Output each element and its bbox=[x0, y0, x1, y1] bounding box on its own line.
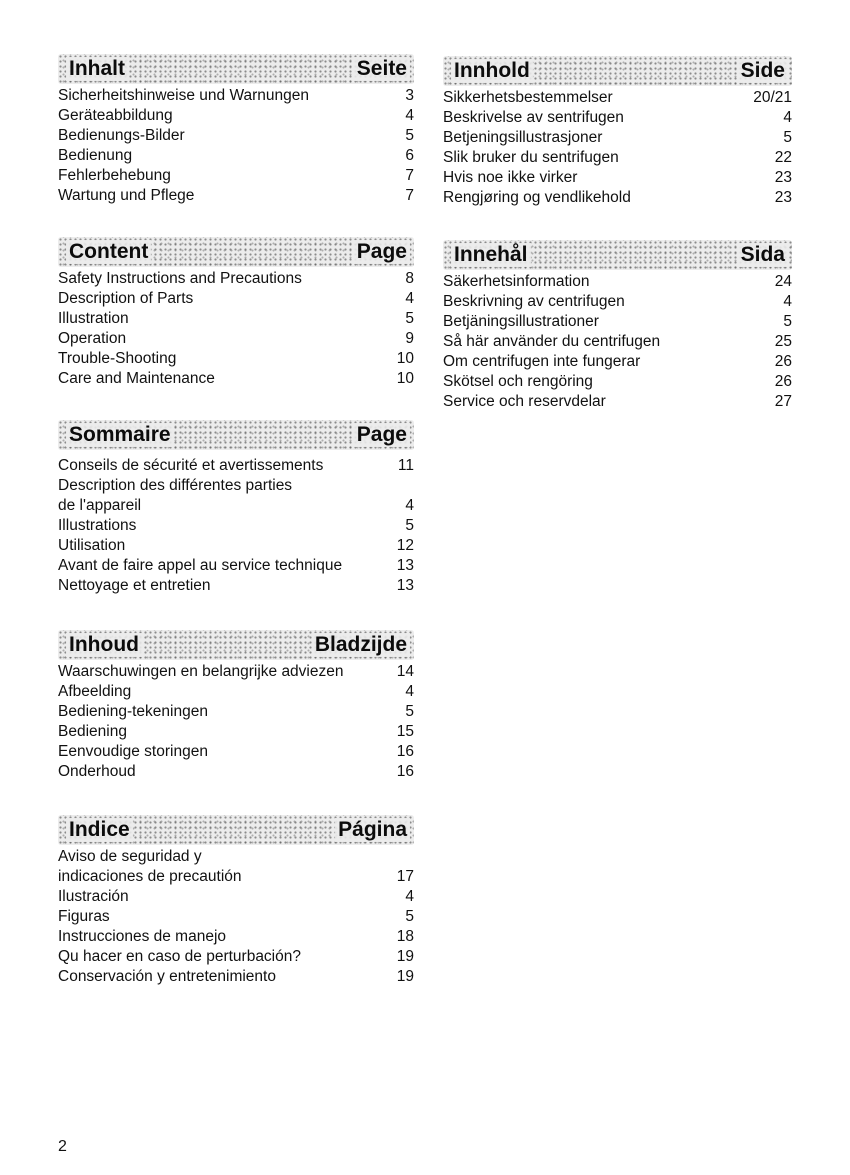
entry-page: 22 bbox=[774, 149, 792, 166]
entry-label: Wartung und Pflege bbox=[58, 187, 195, 204]
toc-section-french bbox=[58, 420, 414, 596]
entry-label: Figuras bbox=[58, 908, 110, 925]
entry-page: 7 bbox=[405, 187, 414, 204]
entry-page: 13 bbox=[396, 577, 414, 594]
toc-entry bbox=[58, 576, 414, 596]
toc-entry bbox=[58, 106, 414, 126]
toc-entry bbox=[58, 927, 414, 947]
entry-page: 5 bbox=[405, 127, 414, 144]
entry-label: Trouble-Shooting bbox=[58, 350, 177, 367]
toc-entry bbox=[443, 168, 792, 188]
toc-entry bbox=[443, 392, 792, 412]
entry-label: Qu hacer en caso de perturbación? bbox=[58, 948, 301, 965]
section-header bbox=[58, 237, 414, 267]
entry-page: 10 bbox=[396, 350, 414, 367]
toc-list bbox=[58, 86, 414, 206]
entry-label: Bedienung bbox=[58, 147, 133, 164]
entry-page: 19 bbox=[396, 948, 414, 965]
toc-entry bbox=[58, 496, 414, 516]
entry-label: Så här använder du centrifugen bbox=[443, 333, 661, 350]
toc-list bbox=[443, 88, 792, 208]
entry-page: 25 bbox=[774, 333, 792, 350]
toc-list bbox=[443, 272, 792, 412]
entry-label: Aviso de seguridad y bbox=[58, 848, 202, 865]
entry-label: Skötsel och rengöring bbox=[443, 373, 593, 390]
entry-label: de l'appareil bbox=[58, 497, 142, 514]
page-column-label: Page bbox=[354, 240, 410, 264]
toc-list bbox=[58, 847, 414, 987]
page-column-label: Página bbox=[335, 818, 410, 842]
entry-label: Illustration bbox=[58, 310, 129, 327]
toc-entry bbox=[443, 148, 792, 168]
page-column-label: Page bbox=[354, 423, 410, 447]
entry-label: Slik bruker du sentrifugen bbox=[443, 149, 619, 166]
toc-entry bbox=[443, 292, 792, 312]
entry-label: Care and Maintenance bbox=[58, 370, 215, 387]
entry-label: Sikkerhetsbestemmelser bbox=[443, 89, 613, 106]
toc-entry bbox=[58, 516, 414, 536]
toc-entry bbox=[58, 369, 414, 389]
toc-section-english bbox=[58, 237, 414, 389]
entry-page: 13 bbox=[396, 557, 414, 574]
entry-label: Safety Instructions and Precautions bbox=[58, 270, 302, 287]
entry-page: 5 bbox=[405, 908, 414, 925]
entry-page: 20/21 bbox=[753, 89, 792, 106]
toc-section-spanish bbox=[58, 815, 414, 987]
entry-label: Description of Parts bbox=[58, 290, 194, 307]
entry-label: Betjäningsillustrationer bbox=[443, 313, 599, 330]
toc-entry bbox=[58, 947, 414, 967]
toc-entry bbox=[443, 188, 792, 208]
section-title: Sommaire bbox=[66, 423, 174, 447]
entry-page: 4 bbox=[405, 497, 414, 514]
toc-entry bbox=[58, 186, 414, 206]
toc-entry bbox=[58, 329, 414, 349]
toc-entry bbox=[58, 847, 414, 867]
entry-label: Service och reservdelar bbox=[443, 393, 606, 410]
entry-page: 3 bbox=[405, 87, 414, 104]
entry-label: Bediening bbox=[58, 723, 127, 740]
toc-entry bbox=[58, 907, 414, 927]
toc-entry bbox=[58, 662, 414, 682]
toc-entry bbox=[58, 762, 414, 782]
entry-page: 14 bbox=[396, 663, 414, 680]
entry-page: 16 bbox=[396, 763, 414, 780]
toc-list bbox=[58, 269, 414, 389]
toc-entry bbox=[58, 289, 414, 309]
entry-page: 16 bbox=[396, 743, 414, 760]
entry-page: 5 bbox=[405, 517, 414, 534]
toc-entry bbox=[443, 312, 792, 332]
entry-page: 4 bbox=[783, 109, 792, 126]
entry-page: 4 bbox=[405, 290, 414, 307]
entry-page: 5 bbox=[405, 310, 414, 327]
section-title: Inhalt bbox=[66, 57, 128, 81]
entry-label: Hvis noe ikke virker bbox=[443, 169, 578, 186]
entry-label: Instrucciones de manejo bbox=[58, 928, 227, 945]
toc-entry bbox=[58, 166, 414, 186]
entry-label: indicaciones de precautión bbox=[58, 868, 242, 885]
entry-label: Conservación y entretenimiento bbox=[58, 968, 276, 985]
toc-entry bbox=[443, 108, 792, 128]
entry-page: 27 bbox=[774, 393, 792, 410]
toc-entry bbox=[58, 967, 414, 987]
toc-entry bbox=[58, 309, 414, 329]
entry-label: Bedienungs-Bilder bbox=[58, 127, 185, 144]
entry-label: Afbeelding bbox=[58, 683, 132, 700]
entry-label: Fehlerbehebung bbox=[58, 167, 171, 184]
toc-section-swedish bbox=[443, 240, 792, 412]
section-header bbox=[58, 54, 414, 84]
entry-label: Ilustración bbox=[58, 888, 129, 905]
page-column-label: Seite bbox=[354, 57, 410, 81]
entry-page: 8 bbox=[405, 270, 414, 287]
entry-page: 23 bbox=[774, 189, 792, 206]
toc-section-norwegian bbox=[443, 56, 792, 208]
page-column-label: Sida bbox=[738, 243, 788, 267]
page-column-label: Side bbox=[738, 59, 788, 83]
section-header bbox=[58, 815, 414, 845]
entry-label: Illustrations bbox=[58, 517, 137, 534]
toc-list bbox=[58, 456, 414, 596]
entry-page: 26 bbox=[774, 373, 792, 390]
toc-entry bbox=[58, 476, 414, 496]
entry-page: 9 bbox=[405, 330, 414, 347]
section-title: Innhold bbox=[451, 59, 533, 83]
toc-entry bbox=[443, 128, 792, 148]
entry-label: Utilisation bbox=[58, 537, 126, 554]
section-title: Content bbox=[66, 240, 151, 264]
entry-label: Eenvoudige storingen bbox=[58, 743, 208, 760]
toc-entry bbox=[443, 272, 792, 292]
toc-entry bbox=[58, 146, 414, 166]
entry-page: 19 bbox=[396, 968, 414, 985]
entry-page: 4 bbox=[405, 683, 414, 700]
entry-label: Beskrivelse av sentrifugen bbox=[443, 109, 624, 126]
entry-label: Onderhoud bbox=[58, 763, 136, 780]
entry-page: 26 bbox=[774, 353, 792, 370]
entry-label: Betjeningsillustrasjoner bbox=[443, 129, 603, 146]
entry-label: Operation bbox=[58, 330, 127, 347]
entry-label: Waarschuwingen en belangrijke adviezen bbox=[58, 663, 344, 680]
entry-page: 24 bbox=[774, 273, 792, 290]
entry-page: 4 bbox=[405, 107, 414, 124]
toc-section-dutch bbox=[58, 630, 414, 782]
entry-page: 7 bbox=[405, 167, 414, 184]
entry-label: Beskrivning av centrifugen bbox=[443, 293, 625, 310]
toc-entry bbox=[443, 372, 792, 392]
entry-page: 5 bbox=[783, 129, 792, 146]
entry-label: Sicherheitshinweise und Warnungen bbox=[58, 87, 310, 104]
toc-entry bbox=[58, 556, 414, 576]
section-title: Indice bbox=[66, 818, 133, 842]
entry-label: Om centrifugen inte fungerar bbox=[443, 353, 641, 370]
entry-page: 18 bbox=[396, 928, 414, 945]
entry-page: 23 bbox=[774, 169, 792, 186]
entry-label: Description des différentes parties bbox=[58, 477, 293, 494]
entry-page: 5 bbox=[783, 313, 792, 330]
toc-list bbox=[58, 662, 414, 782]
entry-page: 4 bbox=[405, 888, 414, 905]
toc-entry bbox=[58, 536, 414, 556]
toc-entry bbox=[58, 269, 414, 289]
entry-page: 17 bbox=[396, 868, 414, 885]
section-header bbox=[58, 630, 414, 660]
entry-label: Geräteabbildung bbox=[58, 107, 173, 124]
entry-page: 15 bbox=[396, 723, 414, 740]
toc-entry bbox=[443, 88, 792, 108]
section-header bbox=[58, 420, 414, 450]
page-number: 2 bbox=[58, 1138, 67, 1155]
toc-entry bbox=[58, 126, 414, 146]
entry-label: Nettoyage et entretien bbox=[58, 577, 211, 594]
entry-label: Säkerhetsinformation bbox=[443, 273, 590, 290]
entry-label: Avant de faire appel au service technique bbox=[58, 557, 343, 574]
toc-entry bbox=[58, 349, 414, 369]
entry-page: 5 bbox=[405, 703, 414, 720]
toc-entry bbox=[58, 456, 414, 476]
page-column-label: Bladzijde bbox=[312, 633, 410, 657]
toc-entry bbox=[443, 352, 792, 372]
toc-entry bbox=[58, 702, 414, 722]
entry-page: 11 bbox=[397, 457, 414, 474]
toc-entry bbox=[443, 332, 792, 352]
toc-entry bbox=[58, 86, 414, 106]
entry-page: 10 bbox=[396, 370, 414, 387]
entry-page: 4 bbox=[783, 293, 792, 310]
toc-entry bbox=[58, 682, 414, 702]
toc-entry bbox=[58, 887, 414, 907]
entry-label: Conseils de sécurité et avertissements bbox=[58, 457, 324, 474]
entry-label: Bediening-tekeningen bbox=[58, 703, 208, 720]
section-header bbox=[443, 56, 792, 86]
toc-section-german bbox=[58, 54, 414, 206]
toc-entry bbox=[58, 742, 414, 762]
toc-entry bbox=[58, 867, 414, 887]
section-title: Innehål bbox=[451, 243, 531, 267]
entry-label: Rengjøring og vendlikehold bbox=[443, 189, 631, 206]
section-header bbox=[443, 240, 792, 270]
section-title: Inhoud bbox=[66, 633, 142, 657]
entry-page: 12 bbox=[396, 537, 414, 554]
toc-entry bbox=[58, 722, 414, 742]
entry-page: 6 bbox=[405, 147, 414, 164]
